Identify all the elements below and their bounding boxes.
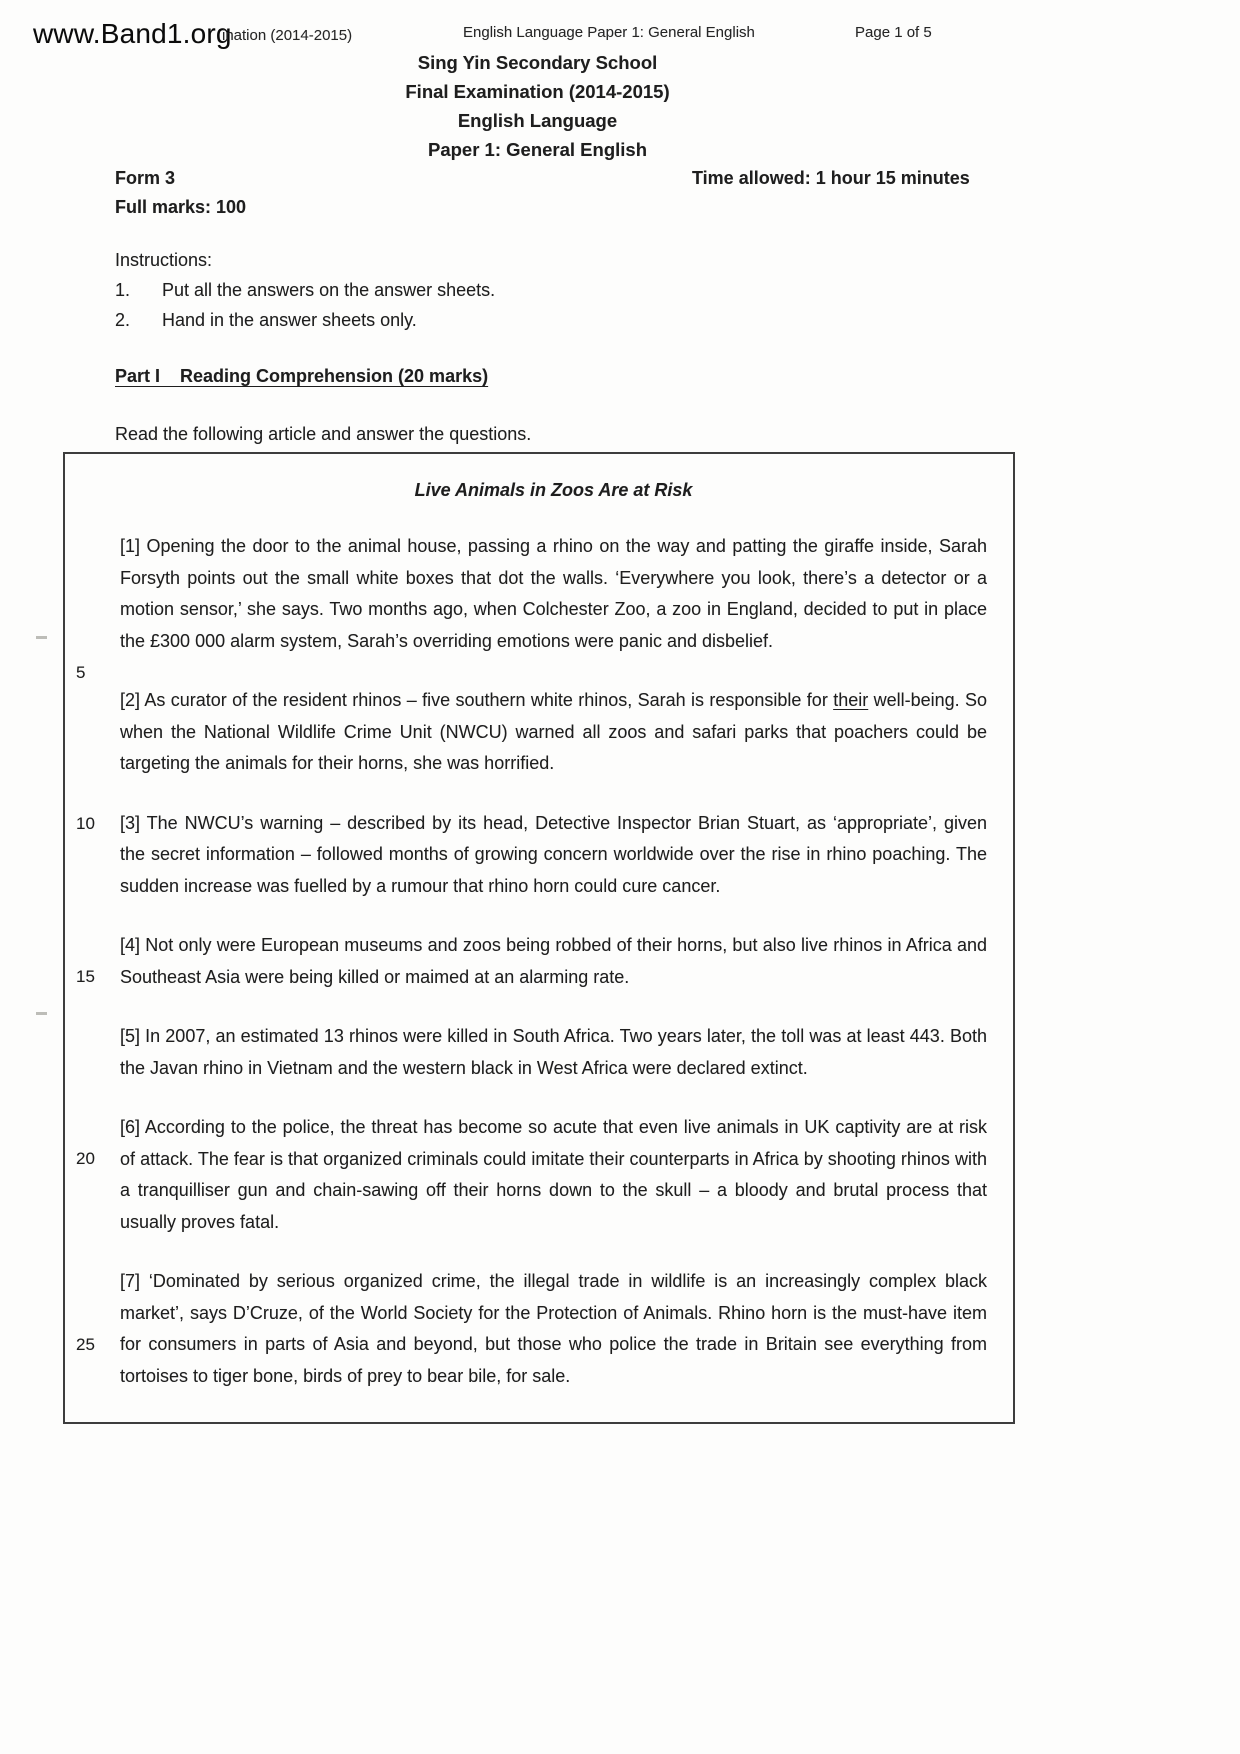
watermark: www.Band1.org	[33, 18, 232, 49]
instruction-number: 2.	[115, 310, 131, 330]
article-paragraph	[76, 1266, 987, 1392]
school-name: Sing Yin Secondary School	[417, 52, 658, 73]
paragraph-text: [1] Opening the door to the animal house, passing a rhino on the way and patting the giraffe inside, Sarah Forsyth points out the small white boxes that dot the walls. ‘Everywhere you look, there’s a detector or a motion sensor,’ she says. Two months ago, when Colchester Zoo, a zoo in England, decided to put in place the £300 000 alarm system, Sarah’s overriding emotions were panic and disbelief.	[120, 536, 987, 651]
scan-artifact	[36, 636, 47, 639]
article-paragraph	[76, 1112, 987, 1238]
article-paragraph	[76, 808, 987, 903]
line-number: 20	[76, 1149, 95, 1168]
subject-title: English Language	[457, 110, 618, 131]
paragraph-text: [3] The NWCU’s warning – described by its head, Detective Inspector Brian Stuart, as ‘appropriate’, given the secret information – followed months of growing concern worldwide over the rise in rhino poaching. The sudden increase was fuelled by a rumour that rhino horn could cure cancer.	[120, 812, 987, 896]
paragraph-text: [6] According to the police, the threat has become so acute that even live animals in UK captivity are at risk of attack. The fear is that organized criminals could imitate their counterparts in Africa by shooting rhinos with a tranquilliser gun and chain-sawing off their horns down to the skull – a bloody and brutal process that usually proves fatal.	[120, 1117, 987, 1232]
line-number: 10	[76, 813, 95, 833]
paragraph-text: [5] In 2007, an estimated 13 rhinos were killed in South Africa. Two years later, the toll was at least 443. Both the Javan rhino in Vietnam and the western black in West Africa were declared extinct.	[120, 1026, 987, 1078]
line-number: 5	[76, 663, 86, 682]
underlined-word: their	[833, 690, 869, 710]
time-allowed: Time allowed: 1 hour 15 minutes	[692, 168, 970, 188]
instruction-item	[115, 310, 495, 331]
instruction-number: 1.	[115, 280, 131, 300]
exam-title: Final Examination (2014-2015)	[405, 81, 670, 102]
line-number: 15	[76, 967, 95, 986]
instructions-block	[115, 250, 495, 331]
article-box	[63, 452, 1015, 1424]
form-label: Form 3	[115, 168, 176, 188]
paper-title: Paper 1: General English	[428, 139, 647, 160]
instructions-heading: Instructions:	[115, 250, 213, 270]
reading-intro: Read the following article and answer the questions.	[115, 424, 532, 444]
paragraph-text: [4] Not only were European museums and zoos being robbed of their horns, but also live rhinos in Africa and Southeast Asia were being killed or maimed at an alarming rate.	[120, 935, 987, 987]
part1-heading: Part I Reading Comprehension (20 marks)	[115, 366, 489, 386]
article-title: Live Animals in Zoos Are at Risk	[414, 480, 693, 500]
paragraph-text: [7] ‘Dominated by serious organized crime, the illegal trade in wildlife is an increasingly complex black market’, says D’Cruze, of the World Society for the Protection of Animals. Rhino horn is the must-have item for consumers in parts of Asia and beyond, but those who police the trade in Britain see everything from tortoises to tiger bone, birds of prey to bear bile, for sale.	[120, 1271, 987, 1386]
header-exam-partial: ination (2014-2015)	[222, 27, 353, 44]
article-paragraph	[76, 930, 987, 993]
instruction-text: Put all the answers on the answer sheets.	[162, 280, 496, 300]
article-paragraph	[76, 531, 987, 682]
line-number: 25	[76, 1335, 95, 1354]
article-paragraph	[120, 685, 987, 780]
title-block	[0, 48, 1075, 164]
header-paper-title: English Language Paper 1: General English	[463, 24, 755, 41]
instruction-text: Hand in the answer sheets only.	[162, 310, 417, 330]
article-paragraph	[120, 1021, 987, 1084]
instruction-item	[115, 280, 495, 301]
header-page-number: Page 1 of 5	[855, 24, 932, 41]
paragraph-text: well-being. So when the National Wildlife Crime Unit (NWCU) warned all zoos and safari parks that poachers could be targeting the animals for their horns, she was horrified.	[120, 690, 987, 773]
scan-artifact	[36, 1012, 47, 1015]
full-marks: Full marks: 100	[115, 197, 247, 217]
paragraph-text: [2] As curator of the resident rhinos – five southern white rhinos, Sarah is responsible for	[120, 690, 834, 710]
